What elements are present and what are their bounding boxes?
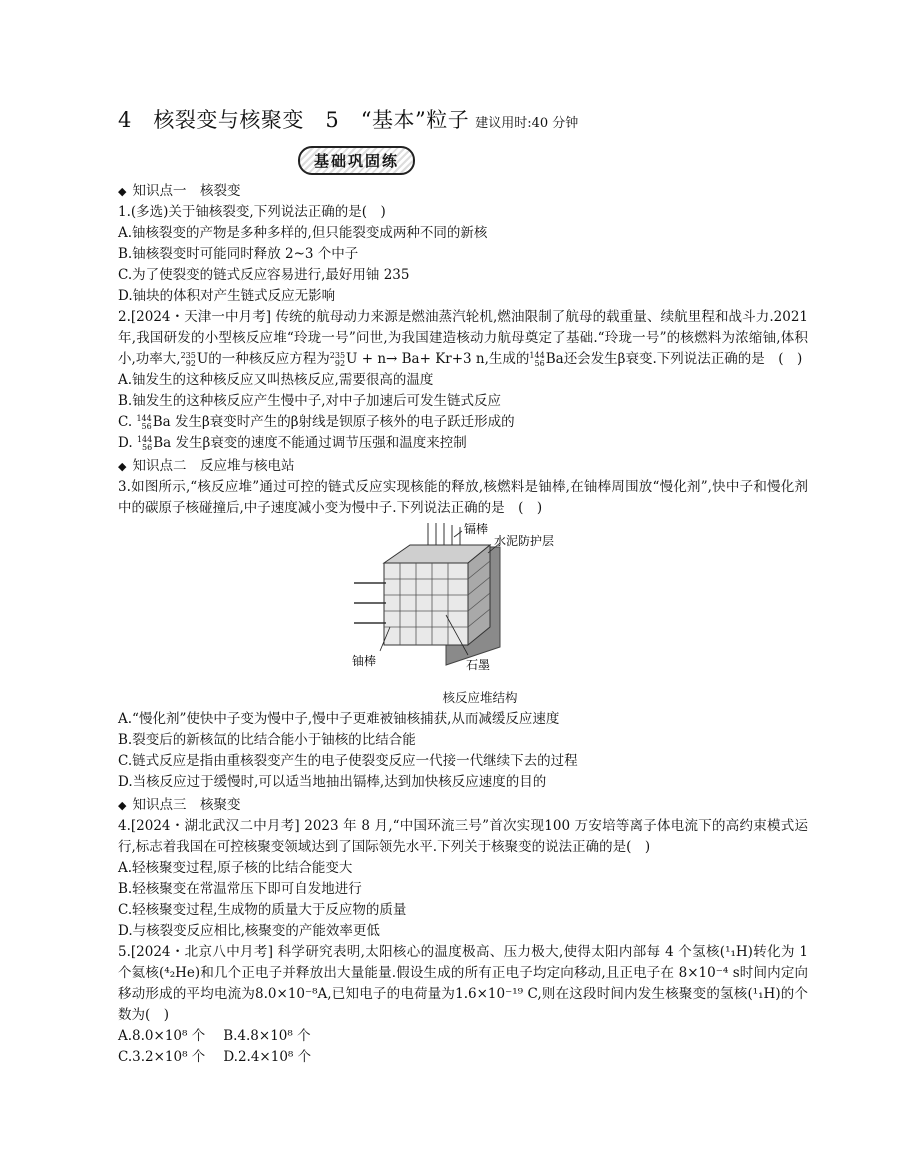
question-2-stem-part2: 的一种核反应方程为 [208, 351, 330, 367]
question-5-option-c: C.3.2×10⁸ 个 [118, 1049, 206, 1065]
option-text: Ba 发生β衰变时产生的β射线是钡原子核外的电子跃迁形成的 [152, 414, 515, 430]
question-5-stem: 5.[2024・北京八中月考] 科学研究表明,太阳核心的温度极高、压力极大,使得太阳内部每 4 个氢核(¹₁H)转化为 1 个氦核(⁴₂He)和几个正电子并释放出大量能量.假设生成的所有正电子均定向移动,且正电子在 8×10⁻⁴ s时间内定向移动形成的平均电流为8.0×10⁻⁸A,已知电子的电荷量为1.6×10⁻¹⁹ C,则在这段时间内发生核聚变的氢核(¹₁H)的个数为( ) [118, 944, 808, 1023]
question-1-option-b: B.铀核裂变时可能同时释放 2~3 个中子 [118, 246, 359, 262]
uranium-rods [354, 583, 386, 623]
page-title: 4 核裂变与核聚变 5 “基本”粒子 [118, 108, 470, 132]
nuclide-index: 144 56 [136, 413, 152, 431]
question-5-options-row-1 [118, 1026, 808, 1047]
question-1-option-a: A.铀核裂变的产物是多种多样的,但只能裂变成两种不同的新核 [118, 225, 488, 241]
question-4-option-c: C.轻核聚变过程,生成物的质量大于反应物的质量 [118, 902, 407, 918]
barium-symbol: Ba [545, 351, 564, 367]
question-4-option-a: A.轻核聚变过程,原子核的比结合能变大 [118, 860, 353, 876]
section-heading-2 [118, 456, 808, 477]
question-1-stem: 1.(多选)关于铀核裂变,下列说法正确的是( ) [118, 204, 386, 220]
question-2-option-b: B.铀发生的这种核反应产生慢中子,对中子加速后可发生链式反应 [118, 393, 502, 409]
diamond-icon: ◆ [118, 185, 127, 198]
nuclide-index: 235 92 [329, 350, 346, 368]
section-heading-text: 知识点二 反应堆与核电站 [132, 458, 295, 474]
option-prefix: D. [118, 435, 133, 451]
question-3-option-d: D.当核反应过于缓慢时,可以适当地抽出镉棒,达到加快核反应速度的目的 [118, 774, 547, 790]
section-heading-text: 知识点三 核聚变 [132, 797, 241, 813]
question-4-option-b: B.轻核聚变在常温常压下即可自发地进行 [118, 881, 362, 897]
figure-caption: 核反应堆结构 [442, 690, 518, 705]
question-5-option-d: D.2.4×10⁸ 个 [223, 1049, 312, 1065]
uranium-symbol: U [196, 351, 209, 367]
option-text: Ba 发生β衰变的速度不能通过调节压强和温度来控制 [153, 435, 467, 451]
question-4-stem: 4.[2024・湖北武汉二中月考] 2023 年 8 月,“中国环流三号”首次实现100 万安培等离子体电流下的高约束模式运行,标志着我国在可控核聚变领域达到了国际领先水平.下列关于核聚变的说法正确的是( ) [118, 818, 808, 855]
nuclide-index: 235 92 [180, 350, 196, 368]
reaction-equation: U + n→ Ba+ Kr+3 n [346, 351, 485, 367]
section-badge: 基础巩固练 [298, 146, 415, 175]
question-5-option-a: A.8.0×10⁸ 个 [118, 1028, 206, 1044]
reactor-diagram [350, 523, 610, 685]
nuclide-index: 144 56 [529, 350, 545, 368]
graphite-label: 石墨 [466, 658, 491, 672]
question-5-options-row-2 [118, 1047, 808, 1068]
question-2-option-d [118, 433, 808, 454]
badge-wrap [298, 146, 808, 175]
question-3-stem: 3.如图所示,“核反应堆”通过可控的链式反应实现核能的释放,核燃料是铀棒,在铀棒周围放“慢化剂”,快中子和慢化剂中的碳原子核碰撞后,中子速度减小变为慢中子.下列说法正确的是 ( ) [118, 479, 808, 516]
nuclide-index: 144 56 [136, 434, 153, 452]
question-3-option-c: C.链式反应是指由重核裂变产生的电子使裂变反应一代接一代继续下去的过程 [118, 753, 578, 769]
question-2-option-c [118, 412, 808, 433]
question-3-option-a: A.“慢化剂”使快中子变为慢中子,慢中子更难被铀核捕获,从而减缓反应速度 [118, 711, 560, 727]
option-prefix: C. [118, 414, 133, 430]
time-note: 建议用时:40 分钟 [475, 116, 579, 131]
question-2-stem-part3: ,生成的 [484, 351, 530, 367]
diamond-icon: ◆ [118, 460, 127, 473]
reactor-figure [350, 523, 610, 707]
uranium-label: 铀棒 [352, 654, 377, 668]
question-1-option-c: C.为了使裂变的链式反应容易进行,最好用铀 235 [118, 267, 410, 283]
title-row [118, 104, 808, 134]
worksheet-page [118, 104, 808, 1068]
question-5-option-b: B.4.8×10⁸ 个 [223, 1028, 311, 1044]
question-2-stem [118, 307, 808, 370]
section-heading-text: 知识点一 核裂变 [132, 183, 241, 199]
question-2-option-a: A.铀发生的这种核反应又叫热核反应,需要很高的温度 [118, 372, 434, 388]
section-heading-1 [118, 181, 808, 202]
concrete-label: 水泥防护层 [494, 534, 555, 548]
question-2-stem-part4: 还会发生β衰变.下列说法正确的是 ( ) [563, 351, 803, 367]
question-2-stem-part1: 2.[2024・天津一中月考] 传统的航母动力来源是燃油蒸汽轮机,燃油限制了航母的载重量、续航里程和战斗力.2021 年,我国研发的小型核反应堆“玲珑一号”问世,为我国建造核动力航母奠定了基础.“玲珑一号”的核燃料为浓缩铀,体积小,功率大, [118, 309, 808, 367]
diamond-icon: ◆ [118, 799, 127, 812]
section-heading-3 [118, 795, 808, 816]
question-4-option-d: D.与核裂变反应相比,核聚变的产能效率更低 [118, 923, 380, 939]
cadmium-label: 镉棒 [464, 523, 489, 536]
question-3-option-b: B.裂变后的新核氙的比结合能小于铀核的比结合能 [118, 732, 416, 748]
question-1-option-d: D.铀块的体积对产生链式反应无影响 [118, 288, 336, 304]
